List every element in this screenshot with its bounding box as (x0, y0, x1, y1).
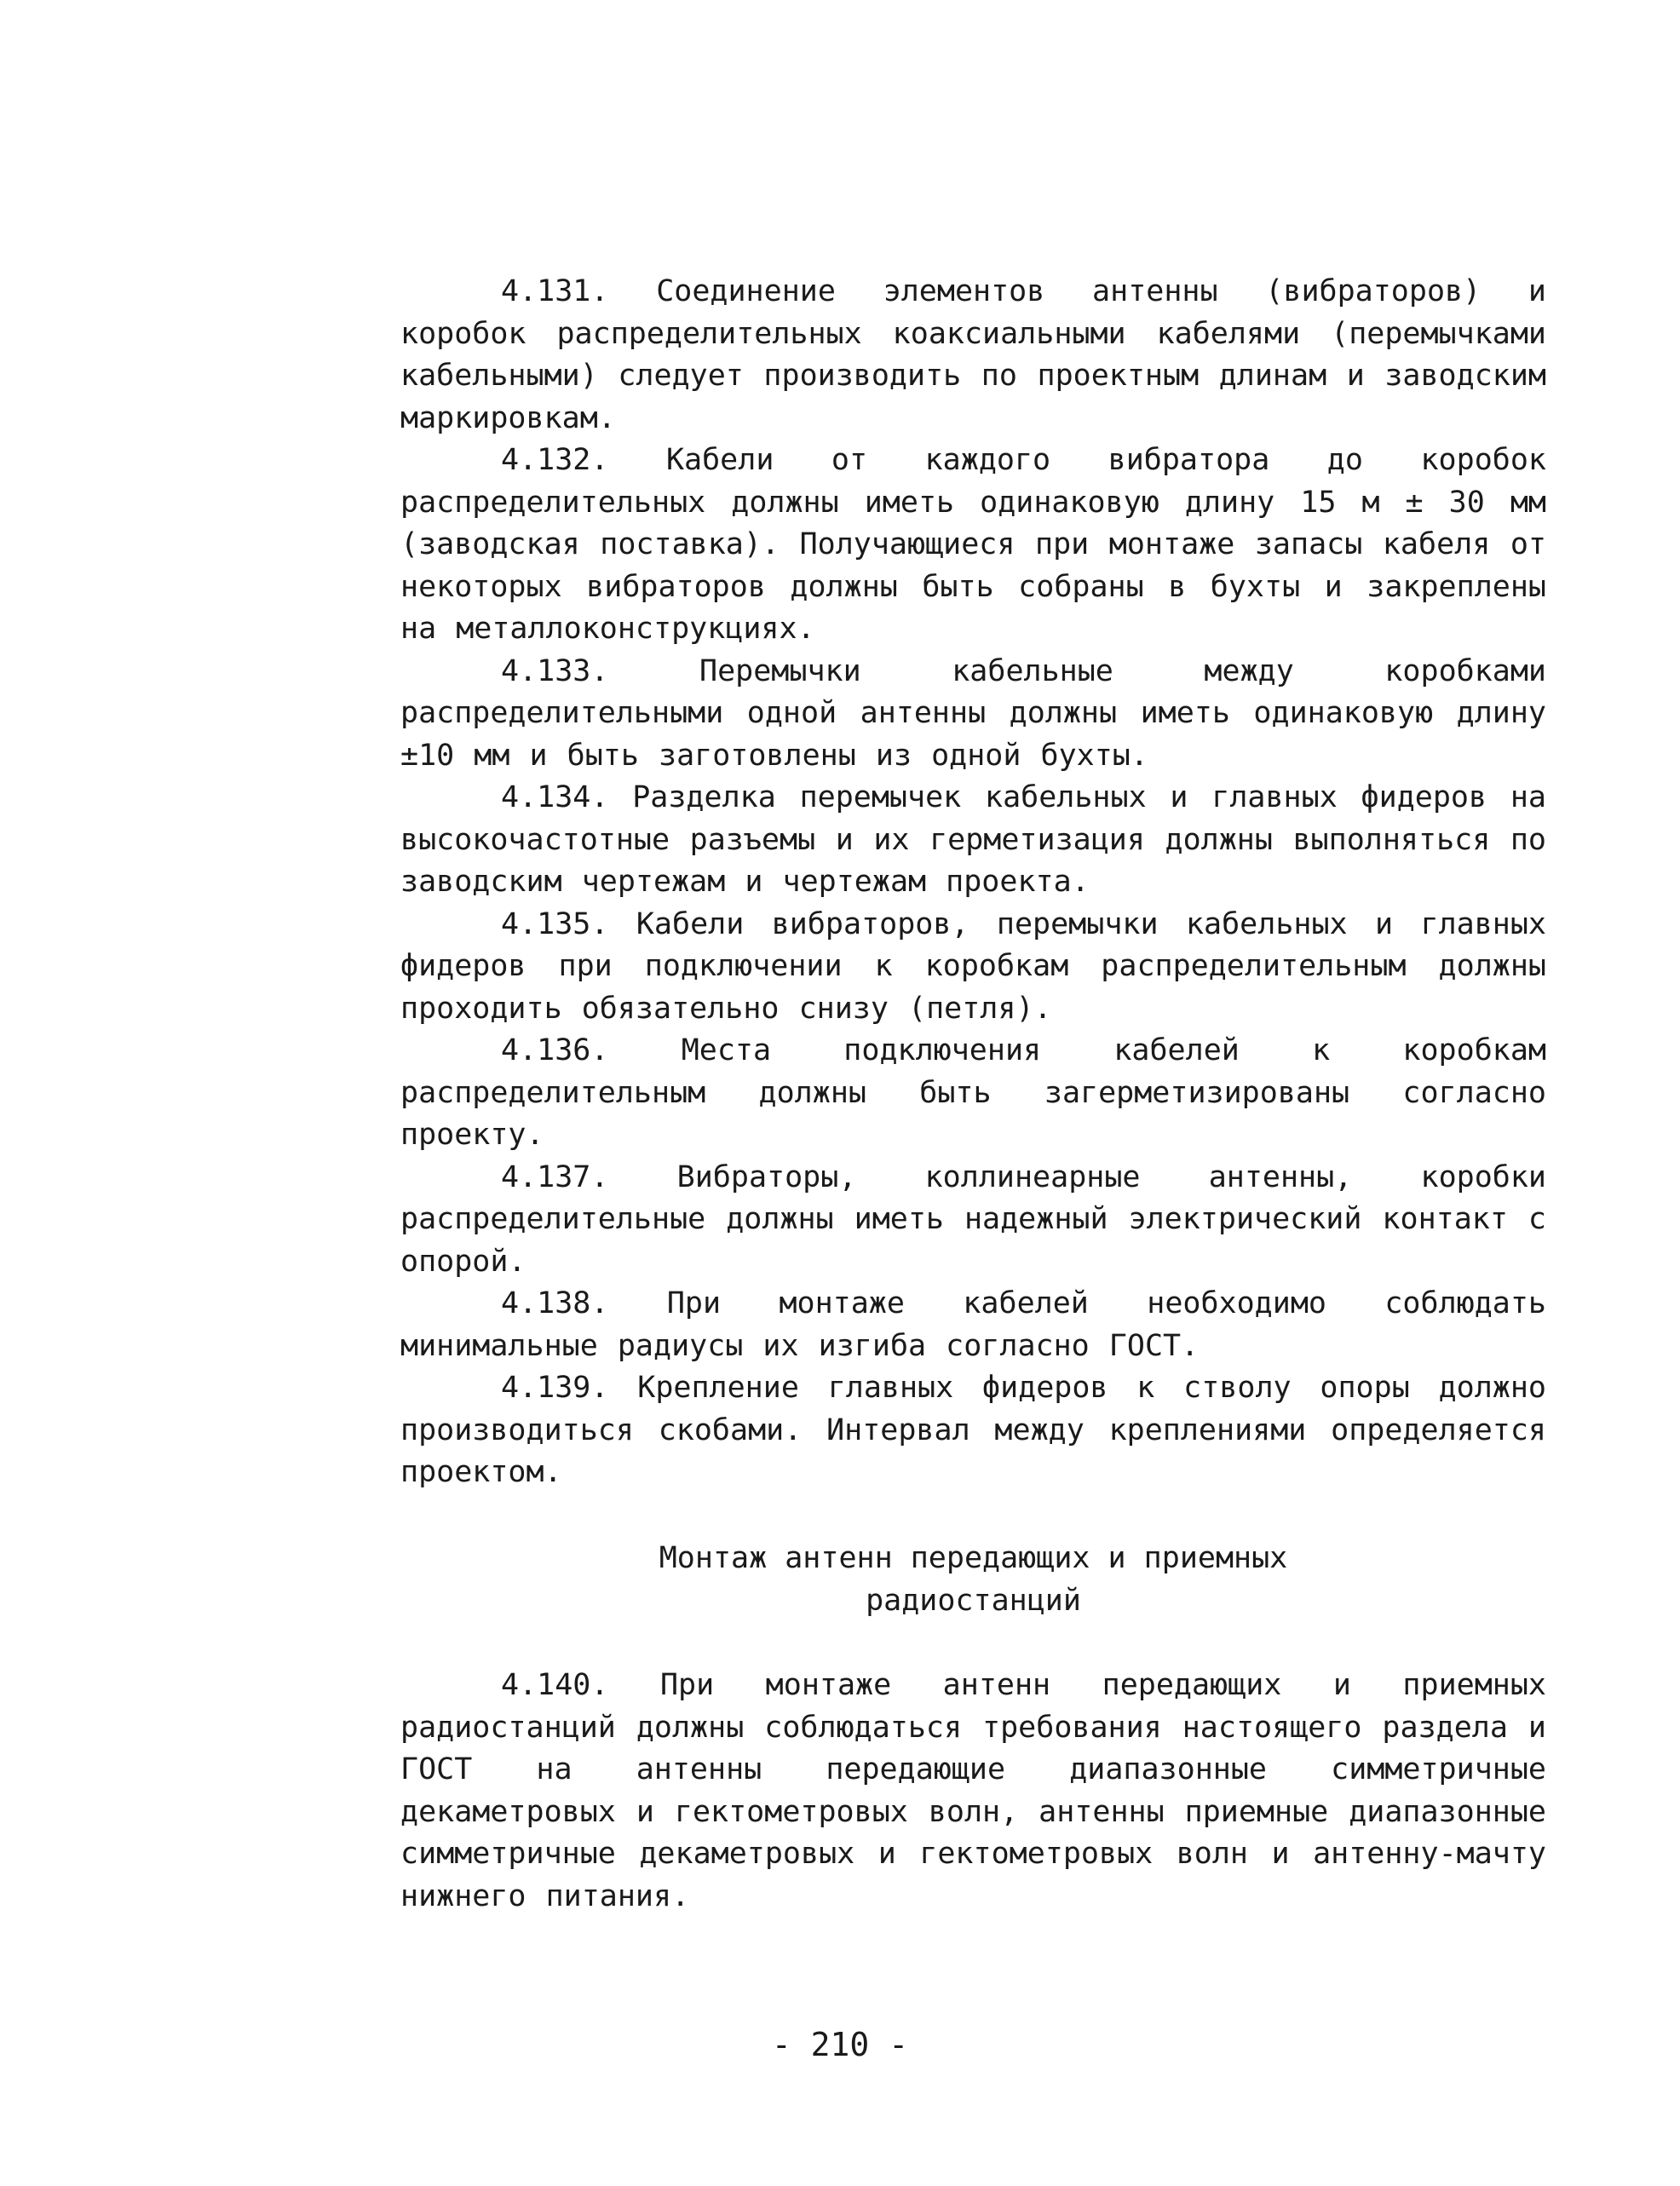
clause-number: 4.140. (501, 1668, 609, 1702)
clause-text: Крепление главных фидеров к стволу опоры должно производиться скобами. Интервал между креплениями определяется проектом. (400, 1371, 1547, 1489)
clauses-block-2 (400, 1665, 1546, 1918)
clause-text: При монтаже кабелей необходимо соблюдать минимальные радиусы их изгиба согласно ГОСТ. (400, 1286, 1547, 1363)
clause-4-135 (400, 904, 1546, 1031)
clause-4-132 (400, 440, 1546, 651)
clause-4-138 (400, 1283, 1546, 1367)
clause-text: Кабели вибраторов, перемычки кабельных и главных фидеров при подключении к коробкам распределительным должны проходить обязательно снизу (петля). (400, 906, 1546, 1026)
clause-number: 4.133. (501, 653, 609, 688)
clause-text: Соединение элементов антенны (вибраторов) и коробок распределительных коаксиальными кабелями (перемычками кабельными) следует производить по проектным длинам и заводским маркировкам. (400, 274, 1546, 435)
clause-text: Вибраторы, коллинеарные антенны, коробки распределительные должны иметь надежный электрический контакт с опорой. (400, 1159, 1546, 1279)
clause-text: Перемычки кабельные между коробками распределительными одной антенны должны иметь одинаковую длину ±10 мм и быть заготовлены из одной бухты. (400, 653, 1547, 773)
section-heading-line-2: радиостанций (866, 1583, 1081, 1618)
clause-number: 4.139. (501, 1371, 609, 1405)
clause-text: Разделка перемычек кабельных и главных фидеров на высокочастотные разъемы и их герметизация должны выполняться по заводским чертежам и чертежам проекта. (400, 780, 1546, 899)
clause-number: 4.135. (501, 906, 609, 941)
clause-number: 4.136. (501, 1033, 609, 1067)
clause-4-134 (400, 777, 1546, 904)
clause-number: 4.132. (501, 443, 609, 477)
clause-4-137 (400, 1157, 1546, 1284)
clause-number: 4.137. (501, 1159, 609, 1194)
clause-number: 4.131. (501, 274, 609, 308)
section-heading (400, 1538, 1546, 1622)
clause-text: Места подключения кабелей к коробкам распределительным должны быть загерметизированы согласно проекту. (400, 1033, 1546, 1152)
page-number: - 210 - (771, 2026, 909, 2063)
clause-4-140 (400, 1665, 1546, 1918)
clause-text: Кабели от каждого вибратора до коробок распределительных должны иметь одинаковую длину 15 м ± 30 мм (заводская поставка). Получающиеся при монтаже запасы кабеля от некоторых вибраторов должны быть собраны в бухты и закреплены на металлоконструкциях. (400, 443, 1546, 646)
clause-4-131 (400, 271, 1546, 440)
clause-number: 4.134. (501, 780, 609, 814)
clause-4-136 (400, 1030, 1546, 1157)
clause-4-139 (400, 1367, 1546, 1494)
clause-4-133 (400, 651, 1546, 778)
clauses-block-1 (400, 271, 1546, 1494)
clause-number: 4.138. (501, 1286, 609, 1320)
section-heading-line-1: Монтаж антенн передающих и приемных (659, 1541, 1288, 1575)
clause-text: При монтаже антенн передающих и приемных радиостанций должны соблюдаться требования настоящего раздела и ГОСТ на антенны передающие диапазонные симметричные декаметровых и гектометровых волн, антенны приемные диапазонные симметричные декаметровых и гектометровых волн и антенну-мачту нижнего питания. (400, 1668, 1546, 1913)
